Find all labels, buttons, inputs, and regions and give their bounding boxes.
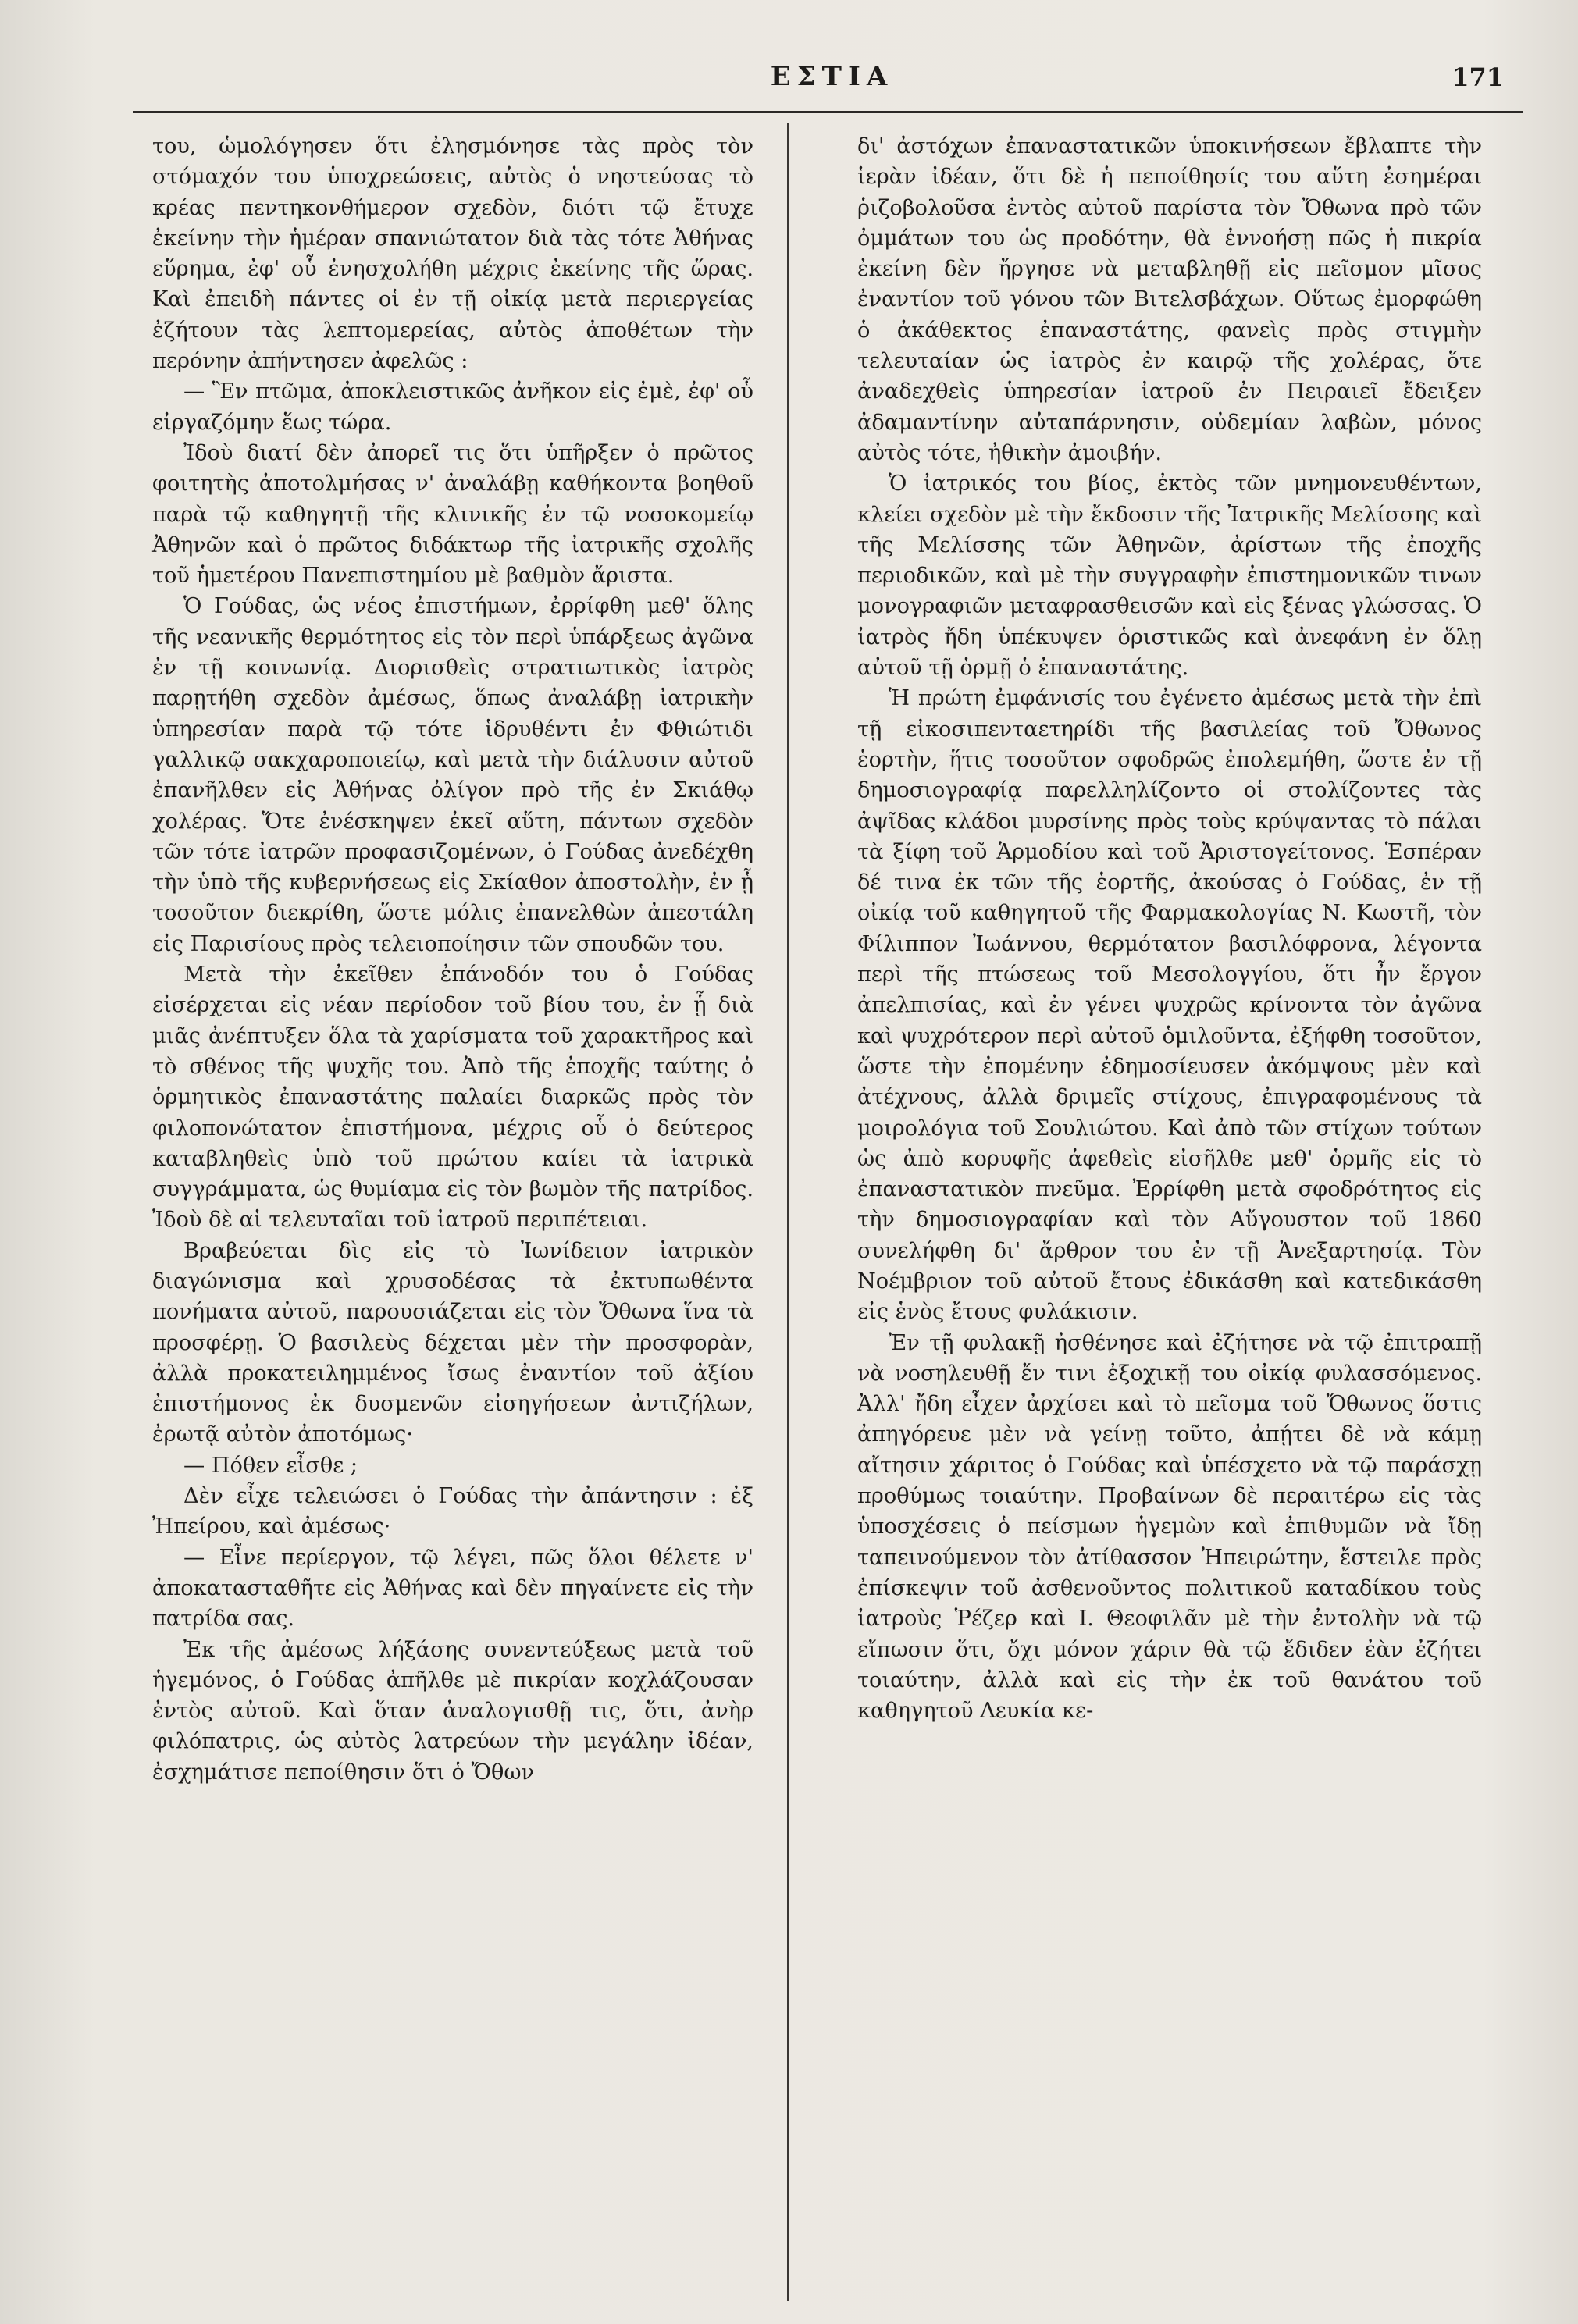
- paragraph: — Πόθεν εἶσθε ;: [183, 1453, 358, 1478]
- journal-title: ΕΣΤΙΑ: [770, 61, 894, 92]
- page-number: 171: [1452, 62, 1504, 92]
- paragraph: Δὲν εἶχε τελειώσει ὁ Γούδας τὴν ἀπάντησιν : ἐξ Ἠπείρου, καὶ ἀμέσως·: [152, 1484, 753, 1539]
- paragraph: δι' ἀστόχων ἐπαναστατικῶν ὑποκινήσεων ἔβλαπτε τὴν ἱερὰν ἰδέαν, ὅτι δὲ ἡ πεποίθησίς του αὕτη ἐσημέραι ῥιζοβολοῦσα ἐντὸς αὐτοῦ παρίστα τὸν Ὄθωνα πρὸ τῶν ὀμμάτων του ὡς προδότην, θὰ ἐννοήσῃ πῶς ἡ πικρία ἐκείνη δὲν ἤργησε νὰ μεταβληθῇ εἰς πεῖσμον μῖσος ἐναντίον τοῦ γόνου τῶν Βιτελσβάχων. Οὕτως ἐμορφώθη ὁ ἀκάθεκτος ἐπαναστάτης, φανεὶς πρὸς στιγμὴν τελευταίαν ὡς ἰατρὸς ἐν καιρῷ τῆς χολέρας, ὅτε ἀναδεχθεὶς ὑπηρεσίαν ἰατροῦ ἐν Πειραιεῖ ἔδειξεν ἀδαμαντίνην αὐταπάρνησιν, οὐδεμίαν λαβὼν, μόνος αὐτὸς τότε, ἠθικὴν ἀμοιβήν.: [857, 134, 1482, 465]
- paragraph: Μετὰ τὴν ἐκεῖθεν ἐπάνοδόν του ὁ Γούδας εἰσέρχεται εἰς νέαν περίοδον τοῦ βίου του, ἐν ᾗ διὰ μιᾶς ἀνέπτυξεν ὅλα τὰ χαρίσματα τοῦ χαρακτῆρος καὶ τὸ σθένος τῆς ψυχῆς του. Ἀπὸ τῆς ἐποχῆς ταύτης ὁ ὁρμητικὸς ἐπαναστάτης παλαίει διαρκῶς πρὸς τὸν φιλοπονώτατον ἐπιστήμονα, μέχρις οὗ ὁ δεύτερος καταβληθεὶς ὑπὸ τοῦ πρώτου καίει τὰ ἰατρικὰ συγγράμματα, ὡς θυμίαμα εἰς τὸν βωμὸν τῆς πατρίδος. Ἰδοὺ δὲ αἱ τελευταῖαι τοῦ ἰατροῦ περιπέτειαι.: [152, 963, 753, 1233]
- paragraph: του, ὡμολόγησεν ὅτι ἐλησμόνησε τὰς πρὸς τὸν στόμαχόν του ὑποχρεώσεις, αὐτὸς ὁ νηστεύσας τὸ κρέας πεντηκονθήμερον σχεδὸν, διότι τῷ ἔτυχε ἐκείνην τὴν ἡμέραν σπανιώτατον διὰ τὰς τότε Ἀθήνας εὕρημα, ἐφ' οὗ ἐνησχολήθη μέχρις ἐκείνης τῆς ὥρας. Καὶ ἐπειδὴ πάντες οἱ ἐν τῇ οἰκίᾳ μετὰ περιεργείας ἐζήτουν τὰς λεπτομερείας, αὐτὸς ἀποθέτων τὴν περόνην ἀπήντησεν ἀφελῶς :: [152, 134, 753, 374]
- paragraph: Ὁ ἰατρικός του βίος, ἐκτὸς τῶν μνημονευθέντων, κλείει σχεδὸν μὲ τὴν ἔκδοσιν τῆς Ἰατρικῆς Μελίσσης καὶ τῆς Μελίσσης τῶν Ἀθηνῶν, ἀρίστων τῆς ἐποχῆς περιοδικῶν, καὶ μὲ τὴν συγγραφὴν ἐπιστημονικῶν τινων μονογραφιῶν μεταφρασθεισῶν καὶ εἰς ξένας γλώσσας. Ὁ ἰατρὸς ἤδη ὑπέκυψεν ὁριστικῶς καὶ ἀνεφάνη ἐν ὅλῃ αὐτοῦ τῇ ὁρμῇ ὁ ἐπαναστάτης.: [857, 472, 1482, 681]
- paragraph: Βραβεύεται δὶς εἰς τὸ Ἰωνίδειον ἰατρικὸν διαγώνισμα καὶ χρυσοδέσας τὰ ἐκτυπωθέντα πονήματα αὐτοῦ, παρουσιάζεται εἰς τὸν Ὄθωνα ἵνα τὰ προσφέρῃ. Ὁ βασιλεὺς δέχεται μὲν τὴν προσφορὰν, ἀλλὰ προκατειλημμένος ἴσως ἐναντίον τοῦ ἀξίου ἐπιστήμονος ἐκ δυσμενῶν εἰσηγήσεων ἀντιζήλων, ἐρωτᾷ αὐτὸν ἀποτόμως·: [152, 1238, 753, 1447]
- paragraph: Ἐν τῇ φυλακῇ ἠσθένησε καὶ ἐζήτησε νὰ τῷ ἐπιτραπῇ νὰ νοσηλευθῇ ἔν τινι ἐξοχικῇ του οἰκίᾳ φυλασσόμενος. Ἀλλ' ἤδη εἶχεν ἀρχίσει καὶ τὸ πεῖσμα τοῦ Ὄθωνος ὅστις ἀπηγόρευε μὲν νὰ γείνῃ τοῦτο, ἀπῄτει δὲ νὰ κάμῃ αἴτησιν χάριτος ὁ Γούδας καὶ ὑπέσχετο νὰ τῷ παράσχῃ προθύμως τοιαύτην. Προβαίνων δὲ περαιτέρω εἰς τὰς ὑποσχέσεις ὁ πείσμων ἡγεμὼν καὶ ἐπιθυμῶν νὰ ἴδῃ ταπεινούμενον τὸν ἀτίθασσον Ἠπειρώτην, ἔστειλε πρὸς ἐπίσκεψιν τοῦ ἀσθενοῦντος πολιτικοῦ καταδίκου τοὺς ἰατροὺς Ῥέζερ καὶ Ι. Θεοφιλᾶν μὲ τὴν ἐντολὴν νὰ τῷ εἴπωσιν ὅτι, ὄχι μόνον χάριν θὰ τῷ ἔδιδεν ἐὰν ἐζήτει τοιαύτην, ἀλλὰ καὶ εἰς τὴν ἐκ τοῦ θανάτου τοῦ καθηγητοῦ Λευκία κε-: [857, 1330, 1482, 1724]
- paragraph: Ἰδοὺ διατί δὲν ἀπορεῖ τις ὅτι ὑπῆρξεν ὁ πρῶτος φοιτητὴς ἀποτολμήσας ν' ἀναλάβῃ καθήκοντα βοηθοῦ παρὰ τῷ καθηγητῇ τῆς κλινικῆς ἐν τῷ νοσοκομείῳ Ἀθηνῶν καὶ ὁ πρῶτος διδάκτωρ τῆς ἰατρικῆς σχολῆς τοῦ ἡμετέρου Πανεπιστημίου μὲ βαθμὸν ἄριστα.: [152, 440, 753, 589]
- header-rule: [133, 111, 1523, 113]
- paragraph: Ἐκ τῆς ἀμέσως λήξάσης συνεντεύξεως μετὰ τοῦ ἡγεμόνος, ὁ Γούδας ἀπῆλθε μὲ πικρίαν κοχλάζουσαν ἐντὸς αὐτοῦ. Καὶ ὅταν ἀναλογισθῇ τις, ὅτι, ἀνὴρ φιλόπατρις, ὡς αὐτὸς λατρεύων τὴν μεγάλην ἰδέαν, ἐσχημάτισε πεποίθησιν ὅτι ὁ Ὄθων: [152, 1637, 753, 1785]
- paragraph: — Εἶνε περίεργον, τῷ λέγει, πῶς ὅλοι θέλετε ν' ἀποκατασταθῆτε εἰς Ἀθήνας καὶ δὲν πηγαίνετε εἰς τὴν πατρίδα σας.: [152, 1545, 753, 1632]
- column-divider: [787, 123, 789, 2301]
- paragraph: Ὁ Γούδας, ὡς νέος ἐπιστήμων, ἐρρίφθη μεθ' ὅλης τῆς νεανικῆς θερμότητος εἰς τὸν περὶ ὑπάρξεως ἀγῶνα ἐν τῇ κοινωνίᾳ. Διορισθεὶς στρατιωτικὸς ἰατρὸς παρῃτήθη σχεδὸν ἀμέσως, ὅπως ἀναλάβῃ ἰατρικὴν ὑπηρεσίαν παρὰ τῷ τότε ἱδρυθέντι ἐν Φθιώτιδι γαλλικῷ σακχαροποιείῳ, καὶ μετὰ τὴν διάλυσιν αὐτοῦ ἐπανῆλθεν εἰς Ἀθήνας ὀλίγον πρὸ τῆς ἐν Σκιάθῳ χολέρας. Ὅτε ἐνέσκηψεν ἐκεῖ αὕτη, πάντων σχεδὸν τῶν τότε ἰατρῶν προφασιζομένων, ὁ Γούδας ἀνεδέχθη τὴν ὑπὸ τῆς κυβερνήσεως εἰς Σκίαθον ἀποστολὴν, ἐν ᾗ τοσοῦτον διεκρίθη, ὥστε μόλις ἐπανελθὼν ἀπεστάλη εἰς Παρισίους πρὸς τελειοποίησιν τῶν σπουδῶν του.: [152, 594, 753, 956]
- left-column: [152, 131, 753, 1788]
- paragraph: Ἡ πρώτη ἐμφάνισίς του ἐγένετο ἀμέσως μετὰ τὴν ἐπὶ τῇ εἰκοσιπενταετηρίδι τῆς βασιλείας τοῦ Ὄθωνος ἑορτὴν, ἥτις τοσοῦτον σφοδρῶς ἐπολεμήθη, ὥστε ἐν τῇ δημοσιογραφίᾳ παρελληλίζοντο οἱ στολίζοντες τὰς ἀψῖδας κλάδοι μυρσίνης πρὸς τοὺς κρύψαντας τὸ πάλαι τὰ ξίφη τοῦ Ἁρμοδίου καὶ τοῦ Ἀριστογείτονος. Ἑσπέραν δέ τινα ἐκ τῶν τῆς ἑορτῆς, ἀκούσας ὁ Γούδας, ἐν τῇ οἰκίᾳ τοῦ καθηγητοῦ τῆς Φαρμακολογίας Ν. Κωστῆ, τὸν Φίλιππον Ἰωάννου, θερμότατον βασιλόφρονα, λέγοντα περὶ τῆς πτώσεως τοῦ Μεσολογγίου, ὅτι ἦν ἔργον ἀπελπισίας, καὶ ἐν γένει ψυχρῶς κρίνοντα τὸν ἀγῶνα καὶ ψυχρότερον περὶ αὐτοῦ ὁμιλοῦντα, ἐξήφθη τοσοῦτον, ὥστε τὴν ἐπομένην ἐδημοσίευσεν ἀκόμψους μὲν καὶ ἀτέχνους, ἀλλὰ δριμεῖς στίχους, ἐπιγραφομένους τὰ μοιρολόγια τοῦ Σουλιώτου. Καὶ ἀπὸ τῶν στίχων τούτων ὡς ἀπὸ κορυφῆς ἀφεθεὶς εἰσῆλθε μεθ' ὁρμῆς εἰς τὸ ἐπαναστατικὸν πνεῦμα. Ἐρρίφθη μετὰ σφοδρότητος εἰς τὴν δημοσιογραφίαν καὶ τὸν Αὔγουστον τοῦ 1860 συνελήφθη δι' ἄρθρον του ἐν τῇ Ἀνεξαρτησίᾳ. Τὸν Νοέμβριον τοῦ αὐτοῦ ἔτους ἐδικάσθη καὶ κατεδικάσθη εἰς ἑνὸς ἔτους φυλάκισιν.: [857, 686, 1482, 1325]
- paragraph: — Ἓν πτῶμα, ἀποκλειστικῶς ἀνῆκον εἰς ἐμὲ, ἐφ' οὗ εἰργαζόμην ἕως τώρα.: [152, 379, 753, 435]
- right-column: [857, 131, 1482, 1726]
- running-head: [117, 61, 1547, 108]
